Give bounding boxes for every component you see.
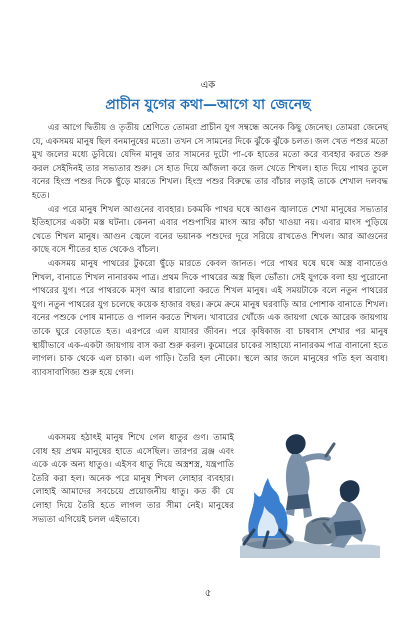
paragraph-fire: এর পরে মানুষ শিখল আগুনের ব্যবহার। চকমকি পাথর ঘষে আগুন জ্বালাতে শেখা মানুষের সভ্যতার ইতিহাসের একটা মস্ত ঘটনা। কেননা এবার পশুপাখির মাংস আর কাঁচা খাওয়া নয়। এবার মাংস পুড়িয়ে খেতে শিখল মানুষ। আগুন জ্বেলে বনের ভয়ানক পশুদের দূরে সরিয়ে রাখতেও শিখল। আর আগুনের কাছে বসে শীতের হাত থেকেও বাঁচল। [32, 204, 388, 256]
standing-man [286, 434, 334, 518]
body-text [32, 122, 388, 380]
paragraph-stone-age: একসময় মানুষ পাথরের টুকরো ছুঁড়ে মারতে কেবল জানত। পরে পাথর ঘষে ঘষে অস্ত্র বানাতেও শিখল, বানাতে শিখল নানারকম পাত্র। প্রথম দিকে পাথরের অস্ত্র ছিল ভোঁতা। সেই যুগকে বলা হয় পুরোনো পাথরের যুগ। পরে পাথরকে মসৃণ আর ধারালো করতে শিখল মানুষ। এই সময়টাকে বলে নতুন পাথরের যুগ। নতুন পাথরের যুগ চলেছে কয়েক হাজার বছর। ক্রমে ক্রমে মানুষ ঘরবাড়ি আর পোশাক বানাতে শিখল। বনের পশুকে পোষ মানাতে ও পালন করতে শিখল। খাবারের খোঁজে এক জায়গা থেকে আরেক জায়গায় তাকে ঘুরে বেড়াতে হত। এরপরে এল যাযাবর জীবন। পরে কৃষিকাজ বা চাষবাস শেখার পর মানুষ স্থায়ীভাবে এক-একটা জায়গায় বাস করা শুরু করল। কুমোরের চাকের সাহায্যে নানারকম পাত্র বানানো হতে লাগল। চাক থেকে এল চাকা। এল গাড়ি। তৈরি হল নৌকো। স্থলে আর জলে মানুষের গতি হল অবাধ। ব্যাবসাবাণিজ্য শুরু হয়ে গেল। [32, 258, 388, 378]
prehistoric-men-illustration [234, 418, 384, 568]
paragraph-early-humans: এর আগে দ্বিতীয় ও তৃতীয় শ্রেণিতে তোমরা প্রাচীন যুগ সম্বন্ধে অনেক কিছু জেনেছ। তোমরা জেনেছ যে, একসময় মানুষ ছিল বনমানুষের মতো। তখন সে সামনের দিকে ঝুঁকে ঝুঁকে চলত। জল খেত পশুর মতো মুখ জলের মধ্যে ডুবিয়ে। যেদিন মানুষ তার সামনের দুটো পা-কে হাতের মতো করে ব্যবহার করতে শুরু করল সেইদিনই তার সভ্যতার শুরু। সে হাত দিয়ে আঁজলা করে জল খেতে শিখল। হাত দিয়ে পাথর তুলে বনের হিংস্র পশুর দিকে ছুঁড়ে মারতে শিখল। হিংস্র পশুর বিরুদ্ধে তার বাঁচার লড়াই তাকে শেখাল দলবদ্ধ হতে। [32, 123, 388, 201]
page-number: ৫ [204, 588, 212, 599]
chapter-number: এক [200, 80, 216, 91]
chapter-title: প্রাচীন যুগের কথা—আগে যা জেনেছ [105, 97, 311, 113]
paragraph-metal-age: একসময় হঠাৎই মানুষ শিখে গেল ধাতুর গুণ। তামাই বোধ হয় প্রথম মানুষের হাতে এসেছিল। তারপর ব্রঞ্জ এবং একে একে অন্য ধাতুও। এইসব ধাতু দিয়ে অস্ত্রশস্ত্র, যন্ত্রপাতি তৈরি করা হল। অনেক পরে মানুষ শিখল লোহার ব্যবহার। লোহাই আমাদের সবচেয়ে প্রয়োজনীয় ধাতু। কত কী যে লোহা দিয়ে তৈরি হতে লাগল তার সীমা নেই। মানুষের সভ্যতা এগিয়েই চলল এইভাবে। [32, 433, 234, 525]
metal-age-text [32, 432, 234, 527]
